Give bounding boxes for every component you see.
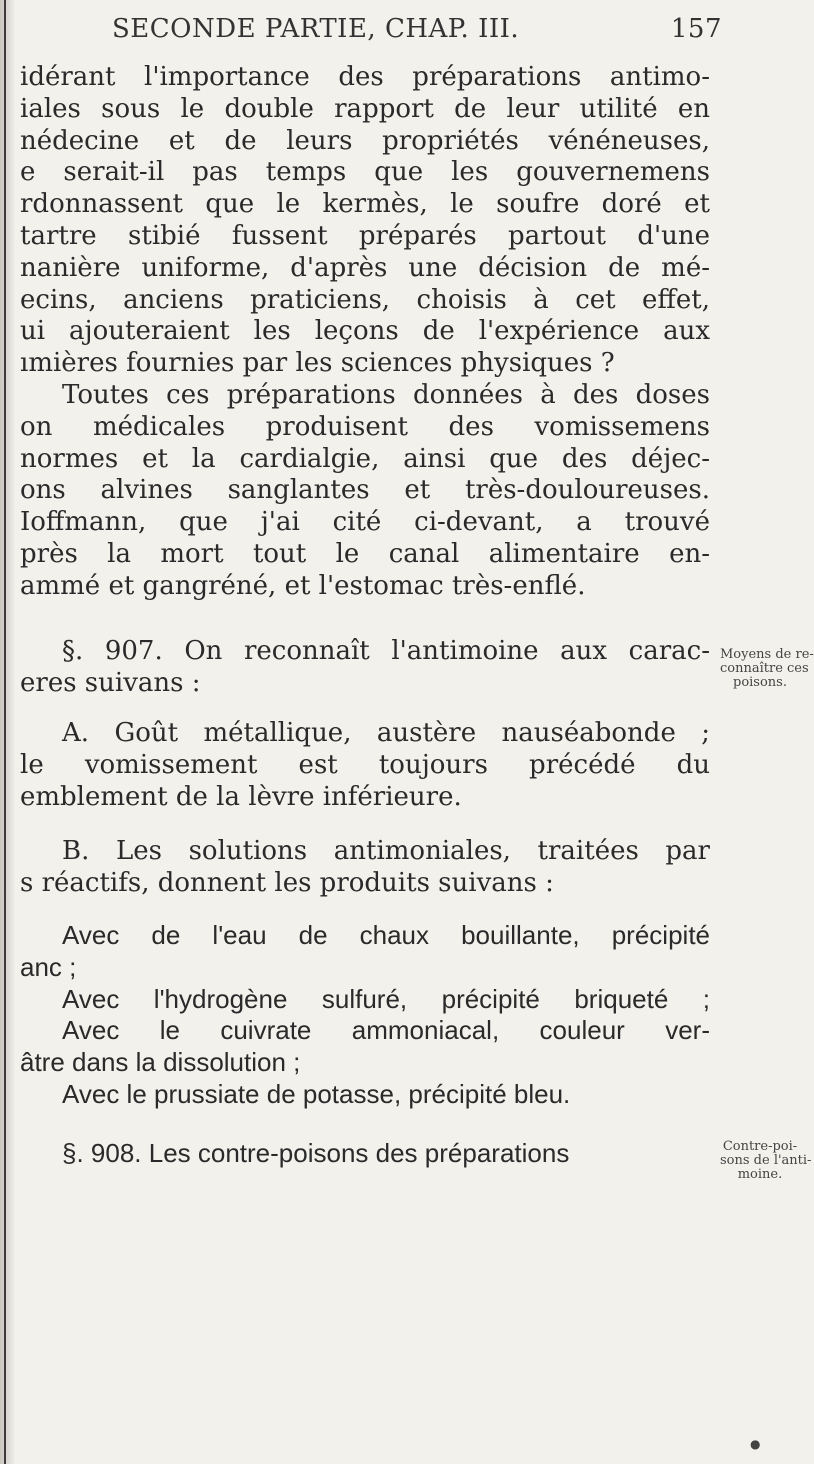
text-line: B. Les solutions antimoniales, traitées par — [62, 836, 710, 866]
text-line: on médicales produisent des vomissemens — [20, 411, 710, 442]
margin-note-contre — [720, 1139, 812, 1182]
reagent-line: anc ; — [20, 951, 77, 982]
item-a — [20, 718, 710, 813]
reagent-line: Avec le prussiate de potasse, précipité bleu. — [62, 1078, 571, 1109]
margin-note-line: Contre-poi- — [722, 1139, 798, 1154]
text-line: §. 907. On reconnaît l'antimoine aux carac- — [62, 636, 710, 666]
text-line: nanière uniforme, d'après une décision de mé- — [20, 252, 710, 283]
text-line: Toutes ces préparations données à des doses — [62, 380, 710, 410]
margin-note-line: moine. — [737, 1167, 783, 1182]
text-line: normes et la cardialgie, ainsi que des déjec- — [20, 443, 710, 474]
section-907 — [20, 636, 710, 700]
text-line: ons alvines sanglantes et très-douloureuses. — [20, 475, 710, 506]
margin-note-line: connaître ces — [720, 661, 809, 676]
running-title: SECONDE PARTIE, CHAP. III. — [112, 14, 520, 44]
margin-note-line: poisons. — [733, 675, 787, 690]
binding-edge — [4, 0, 6, 1464]
text-line: e serait-il pas temps que les gouvernemens — [20, 157, 710, 188]
text-line: rdonnassent que le kermès, le soufre doré et — [20, 189, 710, 220]
text-line: §. 908. Les contre-poisons des préparations — [62, 1138, 570, 1168]
text-line: ımières fournies par les sciences physiques ? — [20, 348, 615, 379]
text-line: ecins, anciens praticiens, choisis à cet effet, — [20, 284, 710, 315]
text-line: nédecine et de leurs propriétés vénéneuses, — [20, 125, 710, 156]
page-number: 157 — [670, 14, 722, 44]
margin-note-line: sons de l'anti- — [720, 1153, 812, 1168]
item-b — [20, 836, 710, 900]
text-line: près la mort tout le canal alimentaire en- — [20, 538, 710, 569]
text-line: iales sous le double rapport de leur utilité en — [20, 93, 710, 124]
text-line: eres suivans : — [20, 667, 201, 698]
print-speck: ● — [750, 1437, 761, 1451]
margin-note-line: Moyens de re- — [720, 647, 814, 662]
text-line: Ioffmann, que j'ai cité ci-devant, a trouvé — [20, 507, 710, 538]
margin-note-moyens — [720, 647, 814, 690]
text-line: le vomissement est toujours précédé du — [20, 749, 710, 780]
text-line: A. Goût métallique, austère nauséabonde ; — [62, 718, 710, 748]
reagent-line: Avec l'hydrogène sulfuré, précipité briqueté ; — [62, 983, 710, 1014]
section-908 — [20, 1138, 710, 1170]
text-line: s réactifs, donnent les produits suivans : — [20, 867, 554, 898]
text-line: emblement de la lèvre inférieure. — [20, 781, 462, 812]
text-line: tartre stibié fussent préparés partout d'une — [20, 220, 710, 251]
reagent-line: Avec le cuivrate ammoniacal, couleur ver- — [62, 1015, 710, 1046]
paragraph-doses — [20, 380, 710, 603]
reagent-line: âtre dans la dissolution ; — [20, 1047, 301, 1078]
text-line: ui ajouteraient les leçons de l'expérience aux — [20, 316, 710, 347]
reagent-list — [20, 920, 710, 1111]
text-line: ammé et gangréné, et l'estomac très-enflé. — [20, 570, 586, 601]
running-header — [112, 14, 722, 44]
binding-shadow — [0, 0, 14, 1464]
reagent-line: Avec de l'eau de chaux bouillante, précipité — [62, 920, 710, 950]
text-line: idérant l'importance des préparations antimo- — [20, 62, 710, 92]
paragraph-intro — [20, 62, 710, 380]
